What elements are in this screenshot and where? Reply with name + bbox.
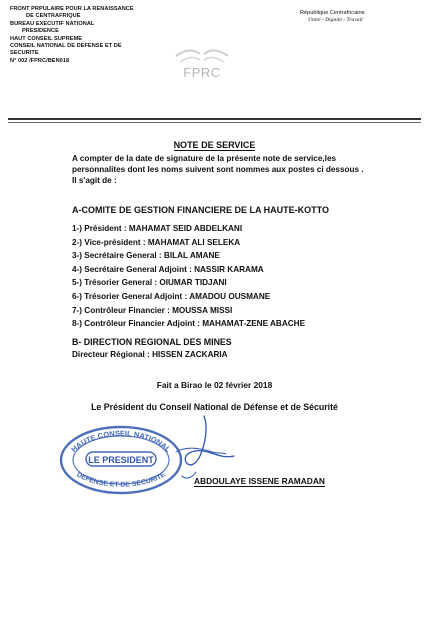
- reference-number: N° 002 /FPRC/BEN018: [10, 57, 70, 64]
- section-a-heading: A-COMITE DE GESTION FINANCIERE DE LA HAUTE-KOTTO: [72, 205, 330, 215]
- appointment-item: 1-) Président : MAHAMAT SEID ABDELKANI: [72, 224, 243, 233]
- country-header: [300, 10, 365, 25]
- appointment-item: 2-) Vice-président : MAHAMAT ALI SELEKA: [72, 237, 241, 247]
- signer-name-text: ABDOULAYE ISSENE RAMADAN: [194, 476, 325, 486]
- document-title: [0, 140, 429, 150]
- appointment-item: 7-) Contrôleur Financier : MOUSSA MISSI: [72, 305, 233, 315]
- issuer-line: DE CENTRAFRIQUE: [26, 13, 81, 20]
- signer-name: [194, 476, 325, 486]
- header-divider: [8, 118, 421, 120]
- issuer-header: [10, 6, 134, 65]
- appointment-item: 5-) Trésorier General : OIUMAR TIDJANI: [72, 278, 227, 288]
- appointment-item: 6-) Trésorier General Adjoint : AMADOU OUSMANE: [72, 291, 271, 301]
- section-b-heading: B- DIRECTION REGIONAL DES MINES: [72, 337, 232, 347]
- fprc-logo: [170, 44, 234, 84]
- stamp-bottom-text: DEFENSE ET DE SECURITE: [75, 471, 167, 489]
- header-divider-thin: [8, 122, 421, 123]
- logo-text: FPRC: [183, 65, 221, 80]
- national-motto: Unité - Dignité - Travail: [308, 17, 363, 24]
- document-title-text: NOTE DE SERVICE: [173, 140, 256, 150]
- handwritten-signature: [156, 412, 246, 484]
- signatory-title: Le Président du Conseil National de Défense et de Sécurité: [91, 402, 338, 412]
- appointment-item: 4-) Secrétaire General Adjoint : NASSIR KARAMA: [72, 264, 264, 274]
- issuer-line: PRESIDENCE: [22, 28, 59, 35]
- issuer-line: BUREAU EXECUTIF NATIONAL: [10, 20, 95, 27]
- intro-paragraph: A compter de la date de signature de la présente note de service,les personnalites dont les noms suivent sont nommes aux postes ci dessous .: [72, 154, 364, 174]
- issuer-line: FRONT PRPULAIRE POUR LA RENAISSANCE: [10, 6, 134, 12]
- svg-text:DEFENSE ET DE SECURITE: [75, 471, 167, 489]
- country-name: République Centrafricaine: [300, 10, 365, 16]
- section-b: [72, 337, 232, 360]
- issuer-line: HAUT CONSEIL SUPREME: [10, 35, 83, 42]
- appointment-list: [72, 222, 305, 331]
- stamp-center-text: LE PRESIDENT: [88, 455, 154, 465]
- regional-director: Directeur Régional : HISSEN ZACKARIA: [72, 349, 228, 359]
- intro-block: [72, 153, 372, 186]
- intro-followup: Il s'agit de :: [72, 176, 117, 185]
- place-and-date: Fait a Birao le 02 février 2018: [156, 380, 273, 390]
- appointment-item: 3-) Secrétaire General : BILAL AMANE: [72, 251, 220, 261]
- issuer-line: SECURITE: [10, 50, 39, 57]
- stamp-top-text: HAUTE CONSEIL NATIONAL: [69, 428, 173, 454]
- appointment-item: 8-) Contrôleur Financier Adjoint : MAHAMAT-ZENE ABACHE: [72, 319, 306, 329]
- issuer-line: CONSEIL NATIONAL DE DEFENSE ET DE: [10, 43, 122, 50]
